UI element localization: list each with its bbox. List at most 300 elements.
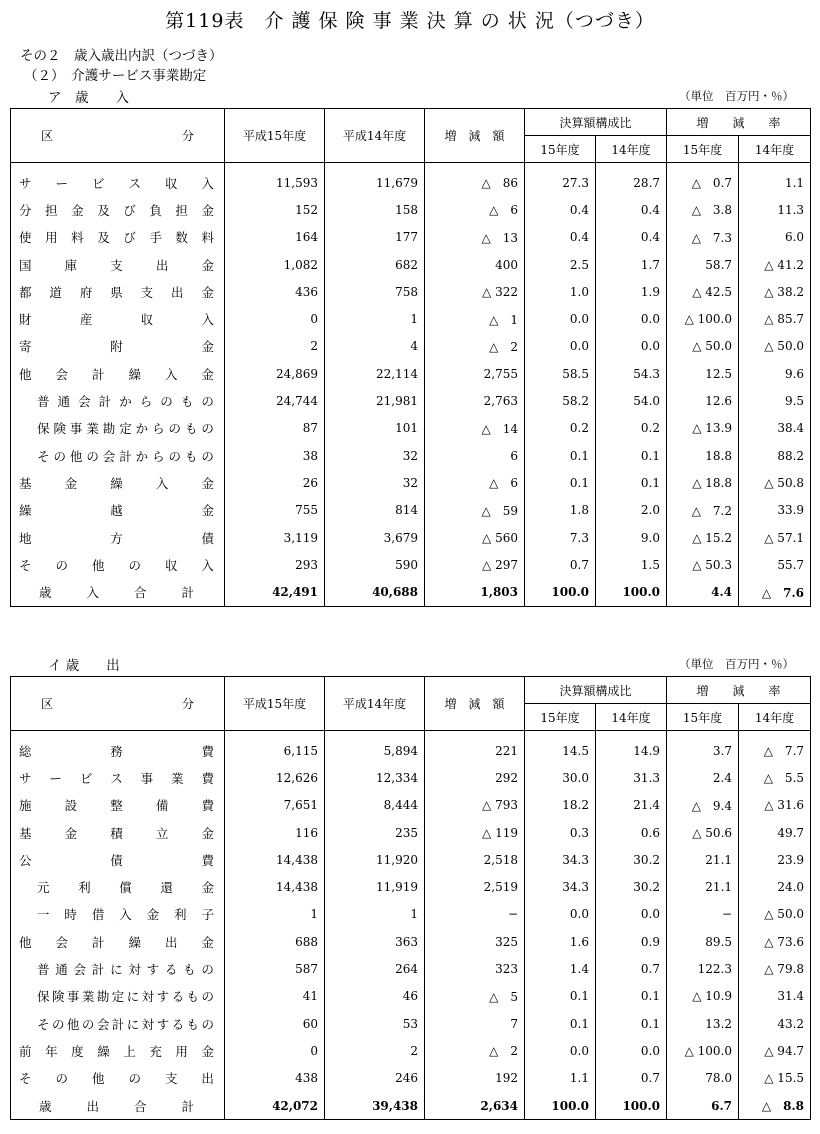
row-label-char: 業 xyxy=(81,989,95,1005)
row-label xyxy=(11,224,225,251)
composition-14-cell: 0.0 xyxy=(596,305,667,332)
row-label-char: 金 xyxy=(71,202,84,218)
composition-14-header: 14年度 xyxy=(596,704,667,731)
growth-15-cell: △ 100.0 xyxy=(667,1037,739,1064)
row-label-char: 寄 xyxy=(19,339,32,355)
row-label-char: も xyxy=(180,394,194,410)
row-label-char: そ xyxy=(37,1016,50,1032)
change-cell: 400 xyxy=(425,251,525,278)
row-label-char: の xyxy=(128,1071,141,1087)
row-label-char: 支 xyxy=(140,284,154,300)
row-label-char: 計 xyxy=(181,585,194,601)
composition-14-cell: 0.4 xyxy=(596,224,667,251)
row-label-char: 財 xyxy=(19,312,32,328)
row-label xyxy=(11,551,225,578)
row-label-char: 通 xyxy=(57,394,71,410)
row-label-char: 業 xyxy=(86,421,99,437)
row-label-char: 備 xyxy=(155,798,169,814)
row-label xyxy=(11,387,225,414)
fy15-header: 平成15年度 xyxy=(225,677,325,731)
row-label-char: 負 xyxy=(149,202,162,218)
row-label-char: 会 xyxy=(102,448,116,464)
composition-15-cell: 18.2 xyxy=(525,792,596,819)
row-label-char: 合 xyxy=(133,585,147,601)
table-row xyxy=(11,360,811,387)
change-cell: 6 xyxy=(425,442,525,469)
growth-14-cell: △ 79.8 xyxy=(739,955,811,982)
change-cell: △ 13 xyxy=(425,224,525,251)
change-cell: △ 14 xyxy=(425,415,525,442)
composition-15-cell: 1.8 xyxy=(525,497,596,524)
growth-15-header: 15年度 xyxy=(667,136,739,163)
composition-15-cell: 0.0 xyxy=(525,333,596,360)
row-label-char: 険 xyxy=(53,421,66,437)
revenue-heading: ア 歳 入 xyxy=(48,90,129,106)
change-cell: 2,755 xyxy=(425,360,525,387)
row-label-char: す xyxy=(156,989,170,1005)
row-label-char: す xyxy=(156,1016,170,1032)
growth-15-cell: △ 42.5 xyxy=(667,278,739,305)
row-label-char: 整 xyxy=(110,798,123,814)
row-label-char: の xyxy=(53,448,66,464)
fy15-cell: 1,082 xyxy=(225,251,325,278)
row-label-char: 積 xyxy=(110,825,123,841)
growth-15-cell: △ 0.7 xyxy=(667,163,739,197)
composition-15-cell: 1.0 xyxy=(525,278,596,305)
row-label-char: 道 xyxy=(49,284,62,300)
row-label-char: ス xyxy=(128,175,141,191)
fy15-cell: 688 xyxy=(225,928,325,955)
row-label-char: 繰 xyxy=(128,366,141,382)
growth-14-header: 14年度 xyxy=(739,704,811,731)
row-label xyxy=(11,251,225,278)
table-row xyxy=(11,955,811,982)
row-label xyxy=(11,1010,225,1037)
fy15-cell: 42,072 xyxy=(225,1092,325,1120)
row-label-char: も xyxy=(186,1016,200,1032)
change-cell: 1,803 xyxy=(425,578,525,606)
fy15-cell: 152 xyxy=(225,196,325,223)
row-label xyxy=(11,578,225,606)
growth-14-cell: △ 8.8 xyxy=(739,1092,811,1120)
row-label-char: か xyxy=(119,394,132,410)
row-label-char: 繰 xyxy=(19,503,32,519)
fy14-cell: 235 xyxy=(325,819,425,846)
row-label-char: 計 xyxy=(181,1098,194,1114)
composition-15-cell: 0.4 xyxy=(525,224,596,251)
change-cell: 325 xyxy=(425,928,525,955)
growth-14-cell: △ 31.6 xyxy=(739,792,811,819)
row-label-char: 料 xyxy=(201,230,214,246)
composition-15-cell: 100.0 xyxy=(525,1092,596,1120)
row-label-char: 支 xyxy=(110,257,123,273)
row-label-char: 担 xyxy=(45,202,58,218)
row-label-char: 金 xyxy=(201,1043,214,1059)
row-label-char: 他 xyxy=(19,366,32,382)
change-cell: △ 59 xyxy=(425,497,525,524)
growth-14-cell: △ 85.7 xyxy=(739,305,811,332)
table-row xyxy=(11,873,811,900)
growth-15-cell: 12.5 xyxy=(667,360,739,387)
composition-14-cell: 21.4 xyxy=(596,792,667,819)
row-label-char: 金 xyxy=(201,934,214,950)
subsection-label: （２） 介護サービス事業勘定 xyxy=(24,68,207,84)
change-cell: △ 86 xyxy=(425,163,525,197)
fy15-cell: 7,651 xyxy=(225,792,325,819)
fy14-cell: 8,444 xyxy=(325,792,425,819)
expenditure-table xyxy=(10,676,811,1120)
growth-14-cell: 38.4 xyxy=(739,415,811,442)
growth-14-cell: 1.1 xyxy=(739,163,811,197)
composition-15-cell: 58.2 xyxy=(525,387,596,414)
row-label-char: 前 xyxy=(19,1043,32,1059)
row-label xyxy=(11,928,225,955)
revenue-table xyxy=(10,108,811,607)
row-label-char: の xyxy=(168,448,182,464)
composition-15-cell: 0.0 xyxy=(525,305,596,332)
fy14-cell: 246 xyxy=(325,1065,425,1092)
row-label-char: 越 xyxy=(110,503,123,519)
row-label-char: 債 xyxy=(201,530,214,546)
row-label-char: か xyxy=(135,448,149,464)
composition-14-header: 14年度 xyxy=(596,136,667,163)
change-cell: △ 5 xyxy=(425,983,525,1010)
row-label-char: 費 xyxy=(201,770,214,786)
row-label-char: 繰 xyxy=(110,475,123,491)
table-row xyxy=(11,469,811,496)
growth-15-cell: △ 3.8 xyxy=(667,196,739,223)
row-label-char: 収 xyxy=(164,175,178,191)
fy14-cell: 22,114 xyxy=(325,360,425,387)
growth-15-cell: 18.8 xyxy=(667,442,739,469)
fy14-cell: 46 xyxy=(325,983,425,1010)
fy15-cell: 2 xyxy=(225,333,325,360)
growth-14-cell: 9.5 xyxy=(739,387,811,414)
table-row xyxy=(11,224,811,251)
row-label-char: 定 xyxy=(119,421,132,437)
row-label-char: 用 xyxy=(175,1043,188,1059)
row-label-char: 金 xyxy=(146,907,160,923)
row-label xyxy=(11,764,225,791)
row-label-char: そ xyxy=(19,1071,32,1087)
composition-15-cell: 30.0 xyxy=(525,764,596,791)
row-label-char: 計 xyxy=(119,448,132,464)
change-cell: △ 6 xyxy=(425,196,525,223)
growth-14-cell: 6.0 xyxy=(739,224,811,251)
row-label-char: 分 xyxy=(19,202,32,218)
row-label-char: の xyxy=(201,394,214,410)
row-label-char: ら xyxy=(139,394,153,410)
table-row xyxy=(11,1010,811,1037)
row-label xyxy=(11,792,225,819)
row-label-char: 保 xyxy=(37,421,50,437)
row-label-char: の xyxy=(201,989,214,1005)
growth-14-cell: △ 38.2 xyxy=(739,278,811,305)
row-label-char: も xyxy=(183,962,196,978)
category-header xyxy=(11,109,225,163)
row-label-char: ー xyxy=(55,175,68,191)
change-cell: △ 2 xyxy=(425,333,525,360)
composition-header: 決算額構成比 xyxy=(525,677,667,704)
composition-15-cell: 34.3 xyxy=(525,846,596,873)
fy15-cell: 60 xyxy=(225,1010,325,1037)
growth-15-cell: △ 7.2 xyxy=(667,497,739,524)
row-label-char: 出 xyxy=(86,1098,99,1114)
row-label-char: の xyxy=(81,1016,95,1032)
composition-15-cell: 7.3 xyxy=(525,524,596,551)
composition-15-cell: 1.6 xyxy=(525,928,596,955)
row-label xyxy=(11,442,225,469)
row-label-char: 収 xyxy=(164,557,178,573)
row-label-char: の xyxy=(86,448,99,464)
growth-14-cell: 31.4 xyxy=(739,983,811,1010)
row-label-char: 通 xyxy=(55,962,68,978)
fy14-cell: 3,679 xyxy=(325,524,425,551)
fy15-cell: 0 xyxy=(225,1037,325,1064)
row-label-char: の xyxy=(160,394,173,410)
fy14-cell: 1 xyxy=(325,901,425,928)
fy15-cell: 87 xyxy=(225,415,325,442)
fy15-cell: 42,491 xyxy=(225,578,325,606)
row-label-char: 普 xyxy=(37,962,50,978)
fy14-cell: 11,919 xyxy=(325,873,425,900)
change-cell: △ 119 xyxy=(425,819,525,846)
growth-14-cell: 24.0 xyxy=(739,873,811,900)
fy14-header: 平成14年度 xyxy=(325,109,425,163)
row-label-char: び xyxy=(123,202,136,218)
growth-15-cell: 21.1 xyxy=(667,873,739,900)
composition-15-cell: 14.5 xyxy=(525,731,596,765)
row-label-char: 金 xyxy=(64,475,78,491)
row-label-char: 会 xyxy=(73,962,87,978)
composition-14-cell: 0.2 xyxy=(596,415,667,442)
expenditure-heading: イ 歳 出 xyxy=(48,658,120,674)
growth-15-cell: 6.7 xyxy=(667,1092,739,1120)
table-row xyxy=(11,524,811,551)
composition-15-cell: 0.0 xyxy=(525,1037,596,1064)
row-label-char: 務 xyxy=(110,743,123,759)
fy15-cell: 14,438 xyxy=(225,873,325,900)
category-header-left: 区 xyxy=(41,697,54,711)
row-label-char: サ xyxy=(19,175,32,191)
composition-14-cell: 1.9 xyxy=(596,278,667,305)
row-label-char: 出 xyxy=(201,1071,214,1087)
row-label xyxy=(11,524,225,551)
change-cell: 7 xyxy=(425,1010,525,1037)
table-row xyxy=(11,901,811,928)
growth-14-cell: △ 7.7 xyxy=(739,731,811,765)
row-label-char: 費 xyxy=(201,743,214,759)
row-label-char: 他 xyxy=(66,1016,80,1032)
row-label-char: 勘 xyxy=(96,989,110,1005)
row-label xyxy=(11,333,225,360)
fy14-cell: 21,981 xyxy=(325,387,425,414)
fy14-cell: 11,920 xyxy=(325,846,425,873)
row-label-char: 他 xyxy=(91,557,105,573)
row-label-char: 勘 xyxy=(102,421,116,437)
growth-14-cell: △ 50.8 xyxy=(739,469,811,496)
fy14-cell: 2 xyxy=(325,1037,425,1064)
row-label xyxy=(11,1092,225,1120)
row-label-char: 時 xyxy=(64,907,77,923)
growth-14-cell: 11.3 xyxy=(739,196,811,223)
row-label-char: 方 xyxy=(110,530,123,546)
composition-15-cell: 0.1 xyxy=(525,1010,596,1037)
row-label-char: 収 xyxy=(140,312,154,328)
row-label-char: 計 xyxy=(91,962,105,978)
fy14-cell: 590 xyxy=(325,551,425,578)
fy14-cell: 4 xyxy=(325,333,425,360)
composition-14-cell: 0.0 xyxy=(596,901,667,928)
row-label xyxy=(11,469,225,496)
composition-14-cell: 0.7 xyxy=(596,1065,667,1092)
growth-15-cell: △ 13.9 xyxy=(667,415,739,442)
growth-15-cell: 12.6 xyxy=(667,387,739,414)
table-row xyxy=(11,278,811,305)
row-label-char: 会 xyxy=(78,394,91,410)
row-label xyxy=(11,955,225,982)
row-label-char: 繰 xyxy=(97,1043,110,1059)
row-label-char: 産 xyxy=(79,312,93,328)
table-row xyxy=(11,846,811,873)
row-label xyxy=(11,983,225,1010)
fy14-cell: 814 xyxy=(325,497,425,524)
growth-15-cell: 122.3 xyxy=(667,955,739,982)
row-label-char: 計 xyxy=(91,934,105,950)
fy14-cell: 177 xyxy=(325,224,425,251)
fy15-cell: 587 xyxy=(225,955,325,982)
composition-14-cell: 1.5 xyxy=(596,551,667,578)
growth-14-cell: 88.2 xyxy=(739,442,811,469)
row-label-char: 入 xyxy=(155,475,169,491)
table-title: 第119表 介 護 保 険 事 業 決 算 の 状 況（つづき） xyxy=(165,10,655,32)
row-label-char: 会 xyxy=(55,934,68,950)
composition-14-cell: 0.0 xyxy=(596,1037,667,1064)
row-label-char: 金 xyxy=(201,366,214,382)
composition-14-cell: 1.7 xyxy=(596,251,667,278)
total-row xyxy=(11,1092,811,1120)
fy15-cell: 12,626 xyxy=(225,764,325,791)
fy15-cell: 0 xyxy=(225,305,325,332)
composition-15-cell: 0.1 xyxy=(525,983,596,1010)
row-label-char: 度 xyxy=(71,1043,84,1059)
row-label-char: の xyxy=(128,557,141,573)
row-label-char: び xyxy=(123,230,136,246)
fy15-cell: 438 xyxy=(225,1065,325,1092)
change-cell: △ 297 xyxy=(425,551,525,578)
fy14-cell: 11,679 xyxy=(325,163,425,197)
row-label-char: 金 xyxy=(201,257,214,273)
fy15-cell: 436 xyxy=(225,278,325,305)
row-label xyxy=(11,305,225,332)
row-label-char: ビ xyxy=(79,770,93,786)
change-cell: − xyxy=(425,901,525,928)
category-header-left: 区 xyxy=(41,129,54,143)
growth-15-cell: 13.2 xyxy=(667,1010,739,1037)
fy14-cell: 12,334 xyxy=(325,764,425,791)
growth-14-cell: △ 7.6 xyxy=(739,578,811,606)
row-label-char: 利 xyxy=(174,907,187,923)
change-cell: 2,519 xyxy=(425,873,525,900)
row-label-char: 費 xyxy=(201,798,214,814)
row-label-char: 会 xyxy=(96,1016,110,1032)
composition-14-cell: 100.0 xyxy=(596,1092,667,1120)
row-label-char: 入 xyxy=(164,366,178,382)
growth-15-cell: △ 15.2 xyxy=(667,524,739,551)
change-cell: 192 xyxy=(425,1065,525,1092)
row-label-char: 担 xyxy=(175,202,188,218)
composition-15-cell: 2.5 xyxy=(525,251,596,278)
composition-14-cell: 0.6 xyxy=(596,819,667,846)
table-row xyxy=(11,333,811,360)
row-label-char: る xyxy=(164,962,178,978)
composition-15-cell: 0.4 xyxy=(525,196,596,223)
row-label-char: 支 xyxy=(164,1071,178,1087)
row-label-char: ー xyxy=(49,770,62,786)
table-row xyxy=(11,1065,811,1092)
fy15-cell: 6,115 xyxy=(225,731,325,765)
row-label-char: の xyxy=(51,1016,65,1032)
composition-15-header: 15年度 xyxy=(525,704,596,731)
row-label-char: 入 xyxy=(86,585,99,601)
row-label xyxy=(11,1037,225,1064)
row-label-char: 険 xyxy=(51,989,65,1005)
row-label-char: 定 xyxy=(111,989,125,1005)
composition-14-cell: 100.0 xyxy=(596,578,667,606)
row-label-char: 数 xyxy=(175,230,188,246)
table-row xyxy=(11,497,811,524)
growth-header: 増 減 率 xyxy=(667,677,811,704)
row-label-char: 他 xyxy=(69,448,83,464)
fy15-cell: 38 xyxy=(225,442,325,469)
table-row xyxy=(11,196,811,223)
fy15-cell: 293 xyxy=(225,551,325,578)
row-label-char: 債 xyxy=(110,852,123,868)
fy14-header: 平成14年度 xyxy=(325,677,425,731)
row-label-char: 設 xyxy=(64,798,78,814)
fy14-cell: 5,894 xyxy=(325,731,425,765)
row-label xyxy=(11,360,225,387)
row-label xyxy=(11,1065,225,1092)
row-label-char: の xyxy=(55,557,68,573)
change-cell: △ 6 xyxy=(425,469,525,496)
fy15-cell: 755 xyxy=(225,497,325,524)
row-label-char: ビ xyxy=(91,175,105,191)
composition-15-cell: 58.5 xyxy=(525,360,596,387)
growth-14-header: 14年度 xyxy=(739,136,811,163)
row-label-char: 事 xyxy=(69,421,83,437)
composition-15-cell: 0.2 xyxy=(525,415,596,442)
composition-15-cell: 0.0 xyxy=(525,901,596,928)
table-row xyxy=(11,551,811,578)
table-row xyxy=(11,163,811,197)
composition-14-cell: 0.1 xyxy=(596,442,667,469)
growth-15-cell: △ 50.6 xyxy=(667,819,739,846)
row-label-char: 入 xyxy=(201,557,214,573)
row-label-char: 費 xyxy=(201,852,214,868)
growth-14-cell: △ 41.2 xyxy=(739,251,811,278)
row-label-char: 他 xyxy=(19,934,32,950)
row-label-char: る xyxy=(171,1016,185,1032)
row-label-char: 地 xyxy=(19,530,32,546)
row-label-char: に xyxy=(126,989,140,1005)
fy14-cell: 53 xyxy=(325,1010,425,1037)
growth-14-cell: 43.2 xyxy=(739,1010,811,1037)
table-row xyxy=(11,1037,811,1064)
row-label-char: サ xyxy=(19,770,32,786)
table-row xyxy=(11,415,811,442)
fy15-header: 平成15年度 xyxy=(225,109,325,163)
